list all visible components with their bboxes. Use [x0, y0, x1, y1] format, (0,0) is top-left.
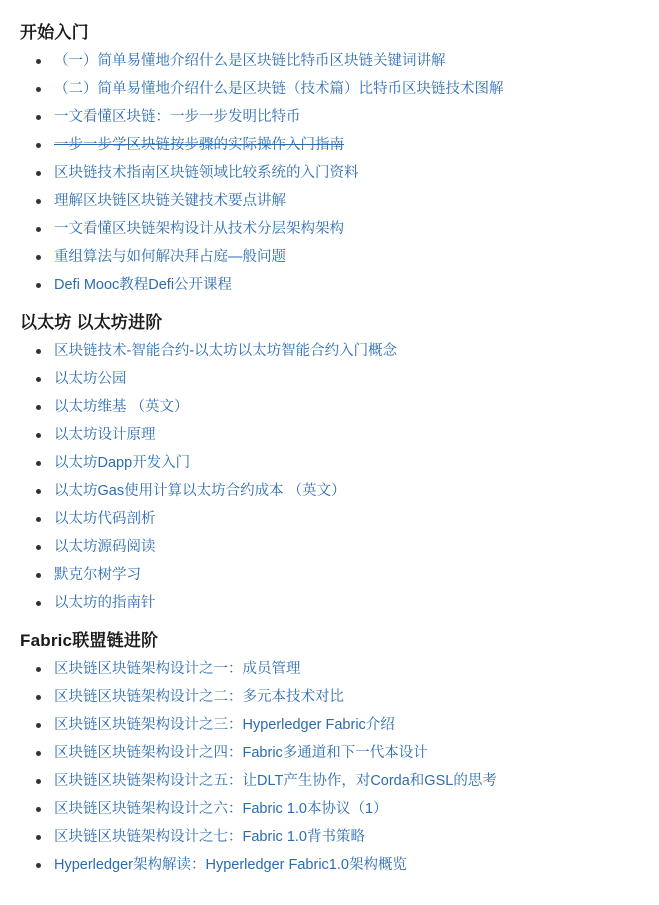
list-item — [32, 773, 641, 790]
link-list — [18, 343, 641, 612]
list-item — [32, 511, 641, 528]
list-item — [32, 81, 641, 98]
list-item — [32, 483, 641, 500]
link-list — [18, 661, 641, 874]
section-getting-started — [18, 18, 641, 294]
list-item — [32, 343, 641, 360]
doc-link[interactable]: 以太坊设计原理 — [54, 427, 156, 443]
doc-link[interactable]: 区块链区块链架构设计之一：成员管理 — [54, 661, 301, 677]
doc-link[interactable]: Defi Mooc教程Defi公开课程 — [54, 277, 233, 293]
doc-link[interactable]: 以太坊的指南针 — [54, 595, 156, 611]
doc-link[interactable]: 以太坊代码剖析 — [54, 511, 156, 527]
doc-link[interactable]: 默克尔树学习 — [54, 567, 141, 583]
doc-link[interactable]: 以太坊Gas使用计算以太坊合约成本 （英文） — [54, 483, 346, 499]
section-fabric — [18, 626, 641, 874]
list-item — [32, 277, 641, 294]
list-item — [32, 717, 641, 734]
doc-link[interactable]: 以太坊Dapp开发入门 — [54, 455, 191, 471]
section-ethereum — [18, 308, 641, 612]
list-item — [32, 567, 641, 584]
doc-link[interactable]: 区块链区块链架构设计之七：Fabric 1.0背书策略 — [54, 829, 365, 845]
sections-container — [18, 18, 641, 874]
doc-link[interactable]: 一文看懂区块链：一步一步发明比特币 — [54, 109, 301, 125]
doc-link[interactable]: （一）简单易懂地介绍什么是区块链比特币区块链关键词讲解 — [54, 53, 446, 69]
doc-link[interactable]: 区块链区块链架构设计之二：多元本技术对比 — [54, 689, 344, 705]
list-item — [32, 165, 641, 182]
doc-link[interactable]: Hyperledger架构解读：Hyperledger Fabric1.0架构概览 — [54, 857, 407, 873]
list-item — [32, 689, 641, 706]
doc-link[interactable]: 理解区块链区块链关键技术要点讲解 — [54, 193, 286, 209]
doc-link[interactable]: 区块链区块链架构设计之五：让DLT产生协作，对Corda和GSL的思考 — [54, 773, 497, 789]
doc-link[interactable]: 以太坊源码阅读 — [54, 539, 156, 555]
doc-link[interactable]: 区块链技术-智能合约-以太坊以太坊智能合约入门概念 — [54, 343, 398, 359]
list-item — [32, 829, 641, 846]
list-item — [32, 539, 641, 556]
section-heading: 以太坊 以太坊进阶 — [20, 313, 163, 332]
list-item — [32, 399, 641, 416]
list-item — [32, 109, 641, 126]
list-item — [32, 137, 641, 154]
doc-link[interactable]: 区块链区块链架构设计之四：Fabric多通道和下一代本设计 — [54, 745, 428, 761]
doc-link[interactable]: 区块链技术指南区块链领域比较系统的入门资料 — [54, 165, 359, 181]
list-item — [32, 53, 641, 70]
doc-link[interactable]: （二）简单易懂地介绍什么是区块链（技术篇）比特币区块链技术图解 — [54, 81, 504, 97]
list-item — [32, 745, 641, 762]
list-item — [32, 249, 641, 266]
doc-link[interactable]: 以太坊公园 — [54, 371, 127, 387]
doc-link[interactable]: 区块链区块链架构设计之六：Fabric 1.0本协议（1） — [54, 801, 388, 817]
doc-link[interactable]: 一步一步学区块链按步骤的实际操作入门指南 — [54, 137, 344, 153]
section-heading: 开始入门 — [20, 23, 89, 42]
list-item — [32, 427, 641, 444]
list-item — [32, 857, 641, 874]
list-item — [32, 221, 641, 238]
doc-link[interactable]: 区块链区块链架构设计之三：Hyperledger Fabric介绍 — [54, 717, 395, 733]
list-item — [32, 193, 641, 210]
section-heading: Fabric联盟链进阶 — [20, 631, 159, 650]
list-item — [32, 661, 641, 678]
doc-link[interactable]: 重组算法与如何解决拜占庭—般问题 — [54, 249, 286, 265]
doc-link[interactable]: 以太坊维基 （英文） — [54, 399, 189, 415]
list-item — [32, 801, 641, 818]
list-item — [32, 595, 641, 612]
list-item — [32, 371, 641, 388]
doc-link[interactable]: 一文看懂区块链架构设计从技术分层架构架构 — [54, 221, 344, 237]
link-list — [18, 53, 641, 294]
list-item — [32, 455, 641, 472]
